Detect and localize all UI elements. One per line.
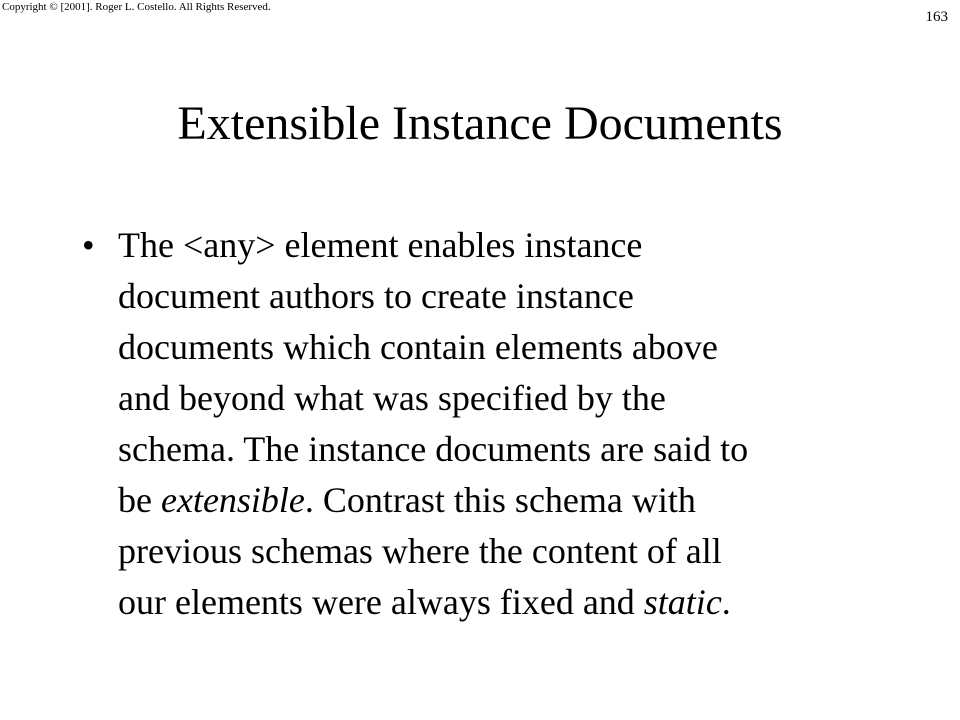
italic-term-extensible: extensible	[160, 480, 305, 520]
bullet-line-6	[118, 475, 882, 526]
text-run: .	[721, 582, 731, 622]
copyright-notice: Copyright © [2001]. Roger L. Costello. All Rights Reserved.	[2, 1, 271, 13]
text-run: and beyond what was specified by the	[118, 378, 666, 418]
bullet-line-1	[118, 220, 882, 271]
text-run: The <any> element enables instance	[118, 225, 643, 265]
bullet-list	[82, 220, 882, 628]
bullet-line-5	[118, 424, 882, 475]
bullet-line-8	[118, 577, 882, 628]
bullet-item	[82, 220, 882, 628]
bullet-line-2	[118, 271, 882, 322]
text-run: . Contrast this schema with	[304, 480, 696, 520]
bullet-line-3	[118, 322, 882, 373]
italic-term-static: static	[643, 582, 722, 622]
text-run: be	[118, 480, 161, 520]
text-run: previous schemas where the content of all	[118, 531, 722, 571]
page-number: 163	[925, 9, 948, 25]
bullet-text	[118, 220, 882, 628]
text-run: our elements were always fixed and	[118, 582, 644, 622]
bullet-marker: •	[82, 225, 95, 265]
text-run: documents which contain elements above	[118, 327, 718, 367]
slide-title: Extensible Instance Documents	[177, 97, 783, 150]
bullet-line-7	[118, 526, 882, 577]
bullet-line-4	[118, 373, 882, 424]
text-run: document authors to create instance	[118, 276, 634, 316]
text-run: schema. The instance documents are said to	[118, 429, 749, 469]
